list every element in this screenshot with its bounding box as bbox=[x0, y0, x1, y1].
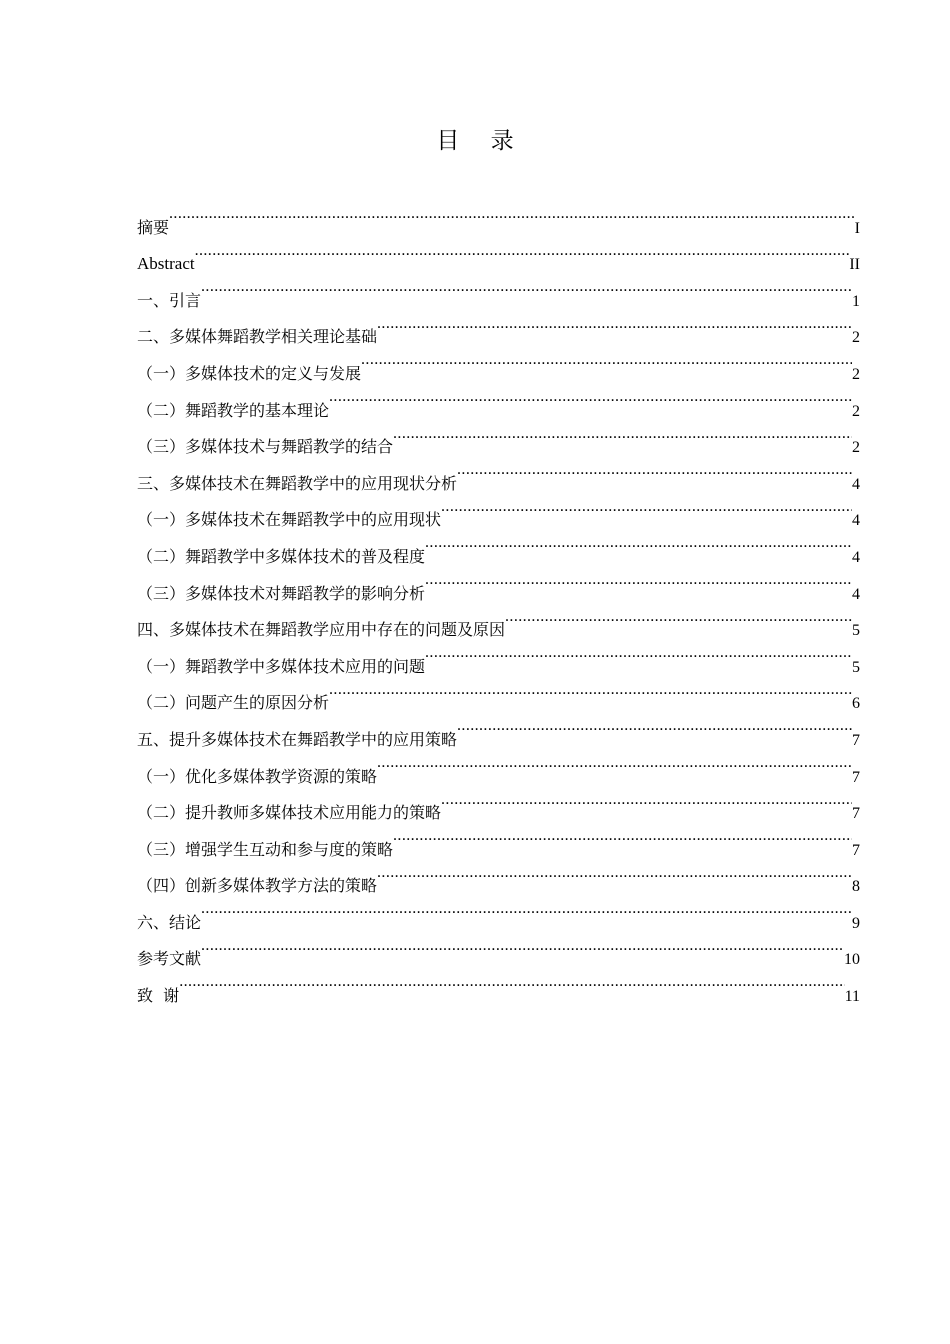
toc-entry-label: （一）舞蹈教学中多媒体技术应用的问题 bbox=[137, 656, 426, 676]
toc-leader-dots bbox=[201, 928, 844, 965]
toc-entry-section-2[interactable] bbox=[137, 306, 860, 347]
toc-leader-dots bbox=[329, 379, 852, 416]
toc-entry-label: 三、多媒体技术在舞蹈教学中的应用现状分析 bbox=[137, 473, 458, 493]
toc-entry-abstract-en[interactable] bbox=[137, 233, 860, 274]
toc-entry-section-6[interactable] bbox=[137, 891, 860, 932]
toc-entry-page: I bbox=[854, 219, 860, 237]
toc-entry-label: （三）多媒体技术对舞蹈教学的影响分析 bbox=[137, 583, 426, 603]
toc-entry-label: 摘要 bbox=[137, 217, 170, 237]
toc-entry-label: 参考文献 bbox=[137, 949, 202, 969]
toc-entry-section-1[interactable] bbox=[137, 269, 860, 310]
toc-entry-label: 二、多媒体舞蹈教学相关理论基础 bbox=[137, 327, 378, 347]
toc-entry-page: 1 bbox=[852, 292, 860, 310]
toc-entry-page: 5 bbox=[852, 658, 860, 676]
toc-leader-dots bbox=[457, 708, 852, 745]
toc-leader-dots bbox=[377, 855, 852, 892]
toc-entry-label: （一）优化多媒体教学资源的策略 bbox=[137, 766, 378, 786]
toc-entry-label: （一）多媒体技术在舞蹈教学中的应用现状 bbox=[137, 510, 442, 530]
toc-leader-dots bbox=[393, 416, 852, 453]
toc-entry-page: 8 bbox=[852, 878, 860, 896]
toc-entry-label: （一）多媒体技术的定义与发展 bbox=[137, 363, 362, 383]
toc-entry-label: 五、提升多媒体技术在舞蹈教学中的应用策略 bbox=[137, 729, 458, 749]
toc-entry-page: 2 bbox=[852, 439, 860, 457]
toc-leader-dots bbox=[195, 233, 850, 270]
toc-entry-page: 2 bbox=[852, 329, 860, 347]
toc-leader-dots bbox=[393, 818, 852, 855]
toc-entry-page: 7 bbox=[852, 768, 860, 786]
toc-leader-dots bbox=[505, 599, 852, 636]
toc-leader-dots bbox=[425, 635, 852, 672]
toc-entry-acknowledgements[interactable] bbox=[137, 964, 860, 1006]
toc-entry-page: 4 bbox=[852, 548, 860, 566]
toc-entry-page: 9 bbox=[852, 914, 860, 932]
toc-entry-page: 10 bbox=[844, 951, 860, 969]
toc-entry-label: Abstract bbox=[137, 254, 195, 274]
toc-entry-label: 致 谢 bbox=[137, 986, 180, 1006]
toc-entry-page: 7 bbox=[852, 805, 860, 823]
toc-entry-label: （二）舞蹈教学中多媒体技术的普及程度 bbox=[137, 546, 426, 566]
toc-entry-label: （二）舞蹈教学的基本理论 bbox=[137, 400, 330, 420]
toc-entry-page: 2 bbox=[852, 402, 860, 420]
toc-leader-dots bbox=[377, 745, 852, 782]
toc-leader-dots bbox=[425, 525, 852, 562]
toc-leader-dots bbox=[377, 306, 852, 343]
toc-leader-dots bbox=[361, 342, 852, 379]
toc-entry-page: 4 bbox=[852, 585, 860, 603]
toc-leader-dots bbox=[169, 196, 855, 233]
toc-entry-label: 四、多媒体技术在舞蹈教学应用中存在的问题及原因 bbox=[137, 620, 506, 640]
toc-leader-dots bbox=[329, 672, 852, 709]
toc-leader-dots bbox=[201, 269, 852, 306]
toc-entry-label: 一、引言 bbox=[137, 290, 202, 310]
toc-entry-label: （二）问题产生的原因分析 bbox=[137, 693, 330, 713]
table-of-contents bbox=[137, 196, 860, 1006]
toc-entry-page: 4 bbox=[852, 475, 860, 493]
toc-leader-dots bbox=[441, 489, 852, 526]
toc-entry-abstract-cn[interactable] bbox=[137, 196, 860, 237]
toc-leader-dots bbox=[457, 452, 852, 489]
toc-entry-label: （四）创新多媒体教学方法的策略 bbox=[137, 876, 378, 896]
toc-entry-page: 11 bbox=[844, 988, 860, 1006]
toc-entry-label: （三）多媒体技术与舞蹈教学的结合 bbox=[137, 437, 394, 457]
toc-entry-page: 4 bbox=[852, 512, 860, 530]
toc-leader-dots bbox=[201, 891, 852, 928]
toc-entry-page: 7 bbox=[852, 731, 860, 749]
toc-entry-page: 6 bbox=[852, 695, 860, 713]
toc-entry-references[interactable] bbox=[137, 928, 860, 969]
page-title: 目 录 bbox=[436, 128, 526, 154]
toc-leader-dots bbox=[425, 562, 852, 599]
toc-entry-page: 7 bbox=[852, 841, 860, 859]
toc-leader-dots bbox=[179, 964, 844, 1001]
toc-entry-page: II bbox=[849, 256, 860, 274]
toc-leader-dots bbox=[441, 782, 852, 819]
toc-entry-page: 5 bbox=[852, 622, 860, 640]
toc-entry-label: （二）提升教师多媒体技术应用能力的策略 bbox=[137, 803, 442, 823]
toc-entry-page: 2 bbox=[852, 365, 860, 383]
toc-entry-label: （三）增强学生互动和参与度的策略 bbox=[137, 839, 394, 859]
toc-entry-label: 六、结论 bbox=[137, 912, 202, 932]
